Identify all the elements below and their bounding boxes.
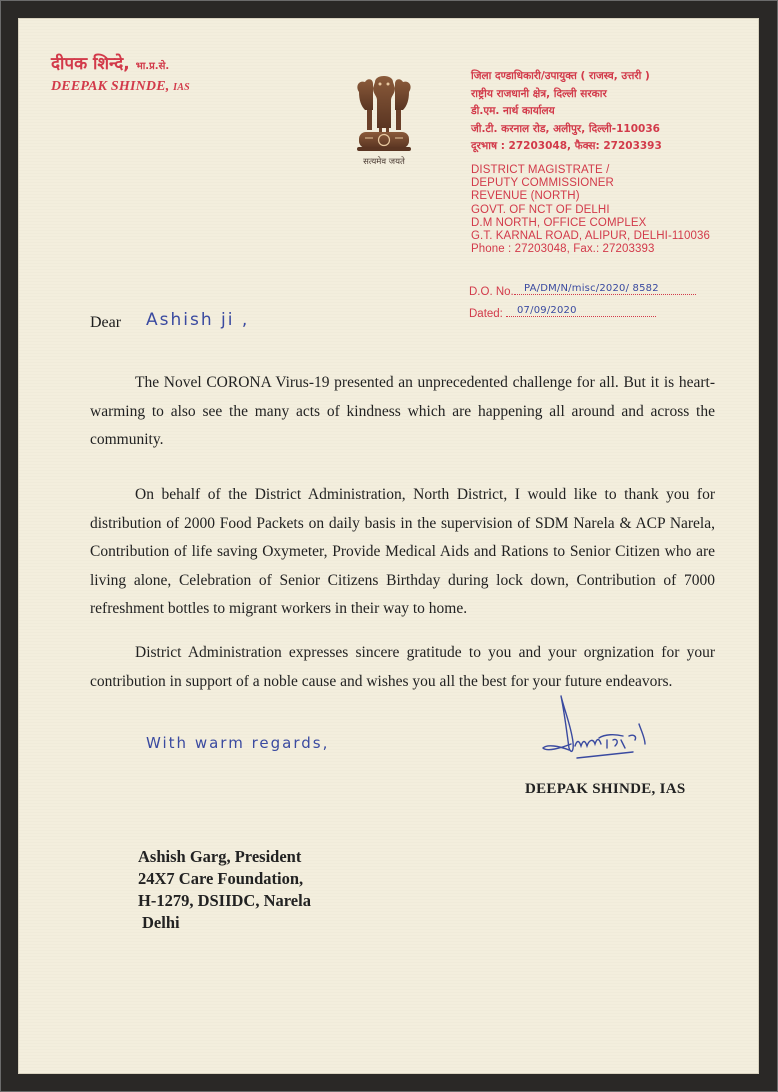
body-paragraph-2: On behalf of the District Administration, North District, I would like to thank you for distribution of 2000 Food Packets on daily basis in the supervision of SDM Narela & ACP Narela, Contribution of life saving Oxymeter, Provide Medical Aids and Rations to Senior Citizen who are living alone, Celebration of Senior Citizens Birthday during lock down, Contribution of 7000 refreshment bottles to migrant workers in their way to home.	[90, 486, 715, 618]
emblem-motto: सत्यमेव जयते	[363, 157, 405, 167]
address-english	[471, 164, 710, 256]
recipient-line: 24X7 Care Foundation,	[138, 869, 304, 888]
address-english-line: REVENUE (NORTH)	[471, 190, 580, 203]
recipient-address	[138, 846, 311, 934]
signer-name: DEEPAK SHINDE, IAS	[525, 781, 686, 797]
address-english-line: G.T. KARNAL ROAD, ALIPUR, DELHI-110036	[471, 230, 710, 243]
address-hindi-line: जी.टी. करनाल रोड, अलीपुर, दिल्ली-110036	[471, 122, 660, 135]
salutation-name-handwritten: Ashish ji ,	[146, 310, 250, 330]
address-hindi-line: राष्ट्रीय राजधानी क्षेत्र, दिल्ली सरकार	[471, 87, 607, 100]
dated-label: Dated:	[469, 308, 503, 320]
body-paragraph-1: The Novel CORONA Virus-19 presented an unprecedented challenge for all. But it is heart-warming to also see the many acts of kindness which are happening all around and across the community.	[90, 374, 715, 449]
officer-name-english: DEEPAK SHINDE, IAS	[51, 79, 190, 94]
officer-name-hindi: दीपक शिन्दे, भा.प्र.से.	[51, 54, 170, 74]
address-english-line: DEPUTY COMMISSIONER	[471, 177, 614, 190]
address-hindi-line: दूरभाष : 27203048, फैक्स: 27203393	[471, 140, 662, 152]
closing-handwritten: With warm regards,	[146, 734, 330, 752]
recipient-line: Ashish Garg, President	[138, 847, 302, 866]
address-english-line: GOVT. OF NCT OF DELHI	[471, 203, 610, 216]
do-number-row	[469, 281, 696, 303]
salutation-dear: Dear	[90, 314, 122, 331]
dated-value: 07/09/2020	[517, 305, 577, 316]
address-english-line: Phone : 27203048, Fax.: 27203393	[471, 243, 655, 256]
address-hindi-line: डी.एम. नार्थ कार्यालय	[471, 105, 555, 117]
reference-block	[469, 281, 696, 325]
signature-icon	[541, 694, 681, 774]
letter-page	[18, 18, 759, 1074]
address-english-line: DISTRICT MAGISTRATE /	[471, 164, 610, 176]
do-number-value: PA/DM/N/misc/2020/ 8582	[524, 283, 659, 294]
body-paragraph-3: District Administration expresses sincere gratitude to you and your orgnization for your contribution in support of a noble cause and wishes you all the best for your future endeavors.	[90, 644, 715, 690]
address-hindi	[471, 68, 662, 156]
officer-suffix-hindi: भा.प्र.से.	[135, 61, 170, 72]
address-hindi-line: जिला दण्डाधिकारी/उपायुक्त ( राजस्व, उत्तरी )	[471, 70, 650, 82]
officer-suffix-english: IAS	[173, 82, 190, 93]
dated-row	[469, 303, 696, 325]
recipient-line: H-1279, DSIIDC, Narela	[138, 891, 311, 910]
recipient-line: Delhi	[142, 913, 180, 932]
do-number-label: D.O. No.	[469, 286, 514, 298]
address-english-line: D.M NORTH, OFFICE COMPLEX	[471, 216, 647, 229]
